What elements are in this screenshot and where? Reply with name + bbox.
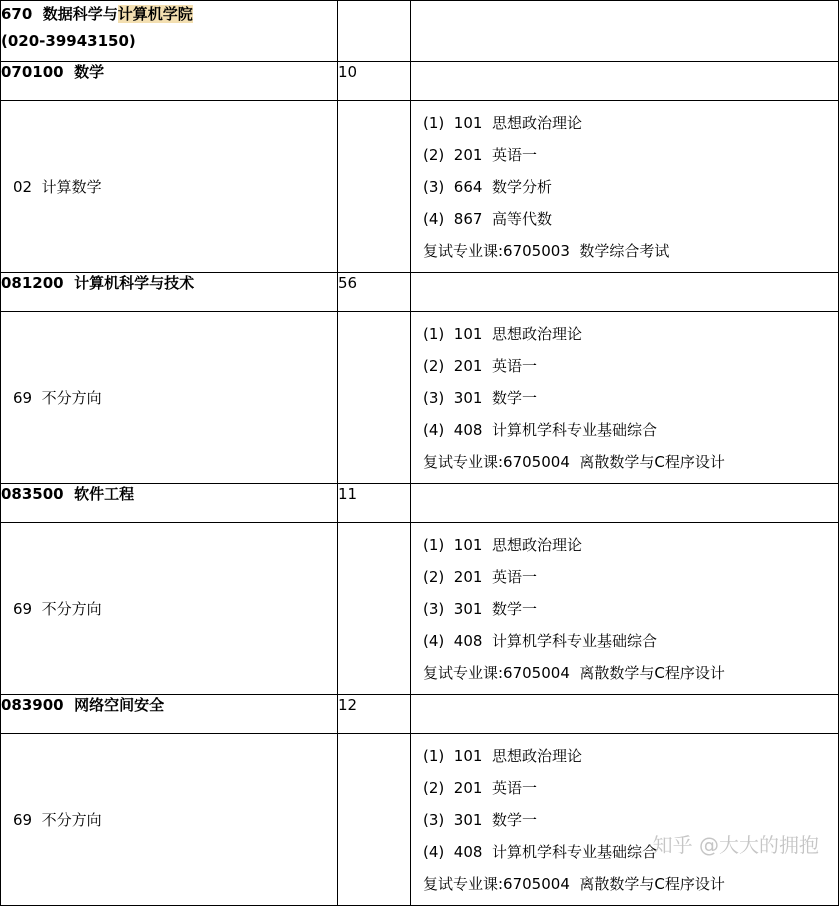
retest-subject: 复试专业课:6705004 离散数学与C程序设计 xyxy=(423,664,725,682)
exam-subject: (4) 408 计算机学科专业基础综合 xyxy=(423,632,657,650)
retest-subject: 复试专业课:6705004 离散数学与C程序设计 xyxy=(423,875,725,893)
exam-subject: (2) 201 英语一 xyxy=(423,146,537,164)
college-name-highlight: 计算机学院 xyxy=(117,5,193,23)
direction: 69 不分方向 xyxy=(1,312,338,484)
retest-subject: 复试专业课:6705004 离散数学与C程序设计 xyxy=(423,453,725,471)
major-row xyxy=(1,484,839,523)
exam-subject: (1) 101 思想政治理论 xyxy=(423,536,582,554)
quota: 11 xyxy=(338,484,411,523)
empty-cell xyxy=(411,1,839,62)
direction-row xyxy=(1,101,839,273)
exam-subject: (3) 664 数学分析 xyxy=(423,178,552,196)
exam-subject: (3) 301 数学一 xyxy=(423,600,537,618)
major-row xyxy=(1,62,839,101)
empty-cell xyxy=(411,273,839,312)
major-name: 083900 网络空间安全 xyxy=(1,695,338,734)
direction: 69 不分方向 xyxy=(1,734,338,906)
major-name: 070100 数学 xyxy=(1,62,338,101)
exam-subject: (4) 408 计算机学科专业基础综合 xyxy=(423,843,657,861)
exam-subject: (1) 101 思想政治理论 xyxy=(423,325,582,343)
major-name: 083500 软件工程 xyxy=(1,484,338,523)
exam-subject: (4) 867 高等代数 xyxy=(423,210,552,228)
exam-subject: (3) 301 数学一 xyxy=(423,389,537,407)
exam-cell xyxy=(411,523,839,695)
exam-subject: (1) 101 思想政治理论 xyxy=(423,747,582,765)
empty-cell xyxy=(338,523,411,695)
major-row xyxy=(1,695,839,734)
exam-subject: (4) 408 计算机学科专业基础综合 xyxy=(423,421,657,439)
exam-cell xyxy=(411,312,839,484)
empty-cell xyxy=(411,695,839,734)
direction: 69 不分方向 xyxy=(1,523,338,695)
college-name: 670 数据科学与 xyxy=(1,5,118,23)
major-name: 081200 计算机科学与技术 xyxy=(1,273,338,312)
exam-subject: (2) 201 英语一 xyxy=(423,568,537,586)
quota: 10 xyxy=(338,62,411,101)
retest-subject: 复试专业课:6705003 数学综合考试 xyxy=(423,242,670,260)
exam-cell xyxy=(411,101,839,273)
major-row xyxy=(1,273,839,312)
direction: 02 计算数学 xyxy=(1,101,338,273)
exam-subject: (2) 201 英语一 xyxy=(423,779,537,797)
college-row xyxy=(1,1,839,62)
exam-subject: (3) 301 数学一 xyxy=(423,811,537,829)
empty-cell xyxy=(338,312,411,484)
direction-row xyxy=(1,523,839,695)
college-phone: (020-39943150) xyxy=(1,32,136,50)
exam-subject: (2) 201 英语一 xyxy=(423,357,537,375)
empty-cell xyxy=(338,1,411,62)
empty-cell xyxy=(411,62,839,101)
quota: 56 xyxy=(338,273,411,312)
direction-row xyxy=(1,312,839,484)
watermark: 知乎 @大大的拥抱 xyxy=(652,833,819,857)
college-cell xyxy=(1,1,338,62)
empty-cell xyxy=(411,484,839,523)
quota: 12 xyxy=(338,695,411,734)
empty-cell xyxy=(338,101,411,273)
exam-subject: (1) 101 思想政治理论 xyxy=(423,114,582,132)
